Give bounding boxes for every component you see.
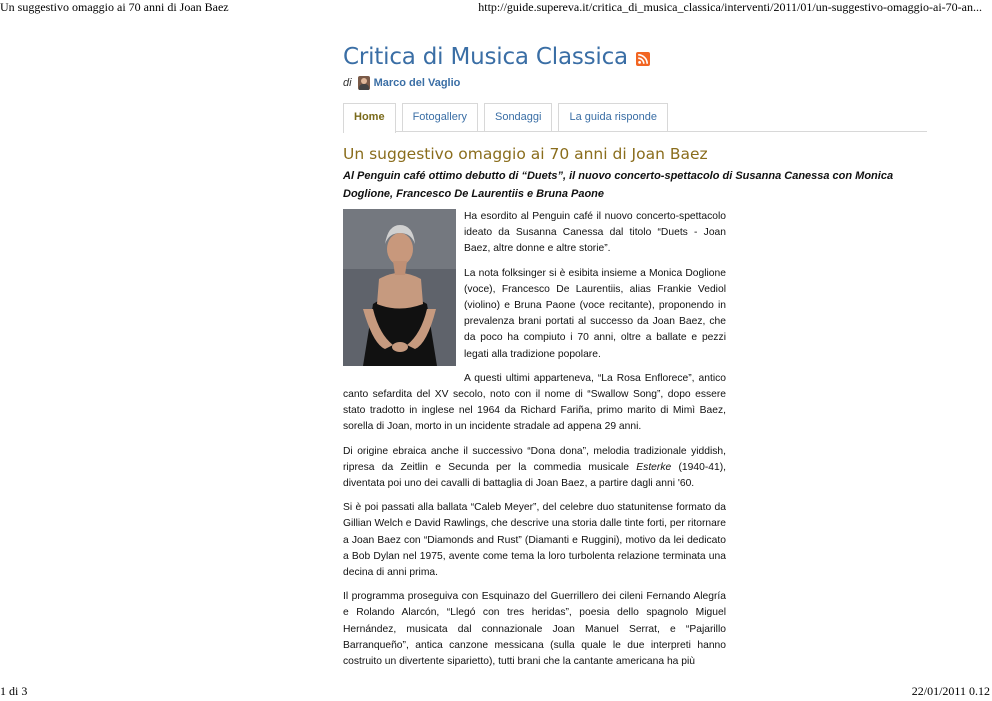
article-photo xyxy=(343,209,456,366)
author-avatar[interactable] xyxy=(358,76,370,90)
tab-la-guida-risponde[interactable]: La guida risponde xyxy=(558,103,667,131)
article-body xyxy=(343,209,726,670)
page-content xyxy=(343,40,928,678)
rss-feed-icon[interactable] xyxy=(636,52,650,66)
article-paragraph: Il programma proseguiva con Esquinazo del Guerrillero dei cileni Fernando Alegría e Rolando Alarcón, “Llegó con tres heridas”, poesia dello spagnolo Miguel Hernández, musicata dal connazionale Joan Manuel Serrat, e “Pajarillo Barranqueño”, antica canzone messicana (sulla quale le due interpreti hanno costruito un divertente siparietto), tutti brani che la cantante americana ha più xyxy=(343,591,726,668)
blog-header xyxy=(343,40,928,74)
article-paragraph: A questi ultimi apparteneva, “La Rosa Enflorece”, antico canto sefardita del XV secolo, noto con il nome di “Swallow Song”, dopo essere stato tradotto in inglese nel 1964 da Richard Fariña, primo marito di Mimì Baez, sorella di Joan, morto in un incidente stradale ad appena 29 anni. xyxy=(343,372,726,433)
article-text: Di origine ebraica anche il successivo “Dona dona”, melodia tradizionale yiddish, ripresa da Zeitlin e Secunda per la commedia musicale xyxy=(343,445,726,473)
article-title[interactable]: Un suggestivo omaggio ai 70 anni di Joan Baez xyxy=(343,145,708,163)
article-text-italic: Esterke xyxy=(636,461,672,473)
article-paragraph: La nota folksinger si è esibita insieme a Monica Doglione (voce), Francesco De Laurentiis, alias Frankie Vediol (violino) e Bruna Paone (voce recitante), proponendo in prevalenza brani portati al successo da Joan Baez, che da poco ha compiuto i 70 anni, oltre a ballate e pezzi legati alla tradizione popolare. xyxy=(464,267,726,360)
byline xyxy=(343,75,928,91)
article-text: (1940-41), diventata poi uno dei cavalli di battaglia di Joan Baez, a partire dagli anni '60. xyxy=(343,461,727,490)
nav-tabs xyxy=(343,103,927,132)
tab-sondaggi[interactable]: Sondaggi xyxy=(484,103,553,131)
tab-fotogallery[interactable]: Fotogallery xyxy=(402,103,478,131)
print-header-url: http://guide.supereva.it/critica_di_musica_classica/interventi/2011/01/un-suggestivo-omaggio-ai-70-an... xyxy=(478,0,982,14)
print-footer-page: 1 di 3 xyxy=(0,684,28,698)
article-paragraph: Ha esordito al Penguin café il nuovo concerto-spettacolo ideato da Susanna Canessa dal titolo “Duets - Joan Baez, altre donne e altre storie”. xyxy=(464,211,726,255)
article-paragraph xyxy=(343,444,726,493)
author-link[interactable]: Marco del Vaglio xyxy=(373,77,461,89)
tab-home[interactable]: Home xyxy=(343,103,396,133)
print-header-title: Un suggestivo omaggio ai 70 anni di Joan Baez xyxy=(0,0,229,14)
article-paragraph: Si è poi passati alla ballata “Caleb Meyer”, del celebre duo statunitense formato da Gillian Welch e David Rawlings, che descrive una storia dalle tinte forti, per ritornare a Joan Baez con “Diamonds and Rust” (Diamanti e Ruggini), motivo da lei dedicato a Bob Dylan nel 1975, avente come tema la loro turbolenta relazione terminata una decina di anni prima. xyxy=(343,502,726,579)
print-footer-timestamp: 22/01/2011 0.12 xyxy=(911,684,990,698)
byline-prefix: di xyxy=(343,77,352,89)
blog-title[interactable]: Critica di Musica Classica xyxy=(343,44,628,70)
article-subtitle: Al Penguin café ottimo debutto di “Duets”, il nuovo concerto-spettacolo di Susanna Canessa con Monica Doglione, Francesco De Laurentiis e Bruna Paone xyxy=(343,170,894,200)
